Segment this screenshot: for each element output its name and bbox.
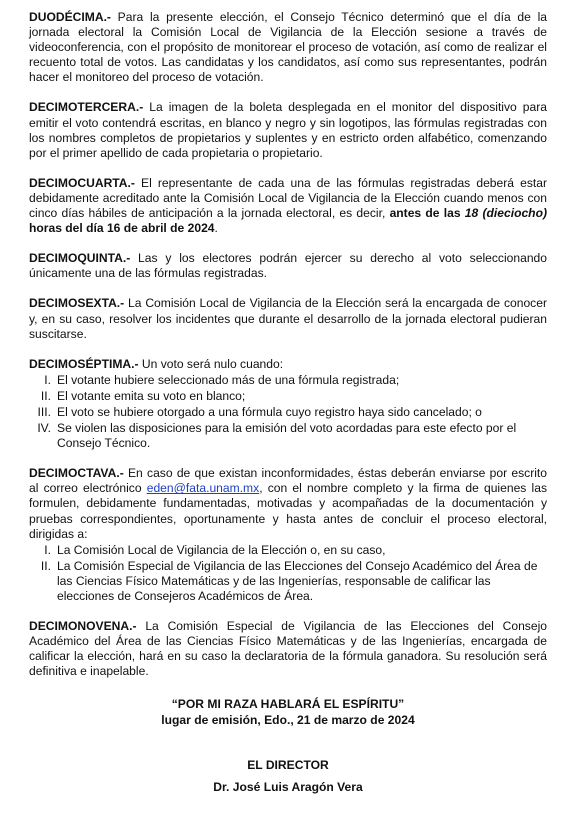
clause-decimocuarta: DECIMOCUARTA.- El representante de cada una de las fórmulas registradas deberá estar debidamente acreditado ante la Comisión Local de Vigilancia de la Elección cuando menos con cinco días hábiles de anticipación a la jornada electoral, es decir, antes de las 18 (dieciocho) horas del día 16 de abril de 2024. [29,175,547,236]
clause-text-cont: , con el nombre completo y la firma de quienes las formulen, debidamente fundamentadas, motivadas y acompañadas de la documentación y pruebas correspondientes, oportunamente y hasta antes de concluir el proceso electoral, dirigidas a: [29,481,547,541]
addressee-list [29,543,547,604]
clause-heading: DECIMONOVENA.- [29,619,137,634]
signatory-title: EL DIRECTOR [247,757,329,772]
list-number: I. [44,542,51,557]
clause-heading: DECIMOSÉPTIMA.- [29,356,139,371]
list-item [29,559,547,604]
clause-decimoseptima [29,357,547,372]
place-date: lugar de emisión, Edo., 21 de marzo de 2024 [161,712,415,727]
clause-heading: DECIMOQUINTA.- [29,251,131,266]
clause-decimotercera [29,100,547,160]
clause-decimosexta [29,296,547,341]
deadline-date: horas del día 16 de abril de 2024 [29,221,215,236]
clause-text: Un voto será nulo cuando: [138,356,284,371]
clause-text: La Comisión Local de Vigilancia de la Elección será la encargada de conocer y, en su caso, resolver los incidentes que durante el desarrollo de la jornada electoral pudieran suscitarse. [29,296,547,341]
list-item [29,373,547,388]
email-link[interactable]: eden@fata.unam.mx [146,481,260,496]
list-item [29,421,547,451]
motto: “POR MI RAZA HABLARÁ EL ESPÍRITU” [171,697,405,712]
clause-heading: DECIMOCUARTA.- [29,175,135,190]
clause-decimoctava [29,466,547,541]
clause-text: Para la presente elección, el Consejo Técnico determinó que el día de la jornada electoral la Comisión Local de Vigilancia de la Elección sesione a través de videoconferencia, con el propósito de monitorear el proceso de votación, así como de realizar el recuento total de votos. Las candidatas y los candidatos, así como sus representantes, podrán hacer el monitoreo del proceso de votación. [29,10,547,85]
deadline-hour: 18 (dieciocho) [464,206,547,221]
list-text: El votante hubiere seleccionado más de una fórmula registrada; [57,372,400,387]
list-item [29,389,547,404]
list-item [29,405,547,420]
clause-duodecima [29,10,547,85]
list-number: II. [40,388,51,403]
clause-heading: DECIMOTERCERA.- [29,100,144,115]
list-number: I. [44,372,51,387]
list-text: El votante emita su voto en blanco; [57,388,246,403]
clause-text: Las y los electores podrán ejercer su derecho al voto seleccionando únicamente una de las fórmulas registradas. [29,251,547,281]
clause-text: La Comisión Especial de Vigilancia de las Elecciones del Consejo Académico del Área de las Ciencias Físico Matemáticas y de las Ingenierías, encargada de calificar la elección, hará en su caso la declaratoria de la fórmula ganadora. Su resolución será definitiva e inapelable. [29,619,547,679]
list-number: III. [37,404,51,419]
list-text: La Comisión Local de Vigilancia de la Elección o, en su caso, [57,542,386,557]
clause-decimonovena [29,619,547,679]
list-text: La Comisión Especial de Vigilancia de las Elecciones del Consejo Académico del Área de las Ciencias Físico Matemáticas y de las Ingenierías, responsable de calificar las elecciones de Consejeros Académicos de Área. [57,558,538,603]
clause-heading: DECIMOCTAVA.- [29,466,124,481]
clause-text: En caso de que existan inconformidades, éstas deberán enviarse por escrito al correo electrónico [29,466,547,496]
list-text: El voto se hubiere otorgado a una fórmula cuyo registro haya sido cancelado; o [57,404,482,419]
clause-decimoquinta [29,251,547,281]
clause-text: El representante de cada una de las fórmulas registradas deberá estar debidamente acreditado ante la Comisión Local de Vigilancia de la Elección cuando menos con cinco días hábiles de anticipación a la jornada electoral, es decir, [29,175,547,221]
clause-heading: DECIMOSEXTA.- [29,296,125,311]
signatory-name: Dr. José Luis Aragón Vera [213,779,363,794]
deadline-text: antes de las [389,206,465,221]
clause-text: La imagen de la boleta desplegada en el monitor del dispositivo para emitir el voto contendrá escritas, en blanco y negro y sin logotipos, las fórmulas registradas con los nombres completos de propietarios y suplentes y en estricto orden alfabético, comenzando por el primer apellido de cada propietaria o propietario. [29,100,547,160]
list-item [29,543,547,558]
null-vote-list [29,373,547,451]
list-number: II. [40,558,51,573]
list-number: IV. [37,421,51,436]
clause-heading: DUODÉCIMA.- [29,10,111,24]
list-text: Se violen las disposiciones para la emisión del voto acordadas para este efecto por el Consejo Técnico. [57,421,517,451]
